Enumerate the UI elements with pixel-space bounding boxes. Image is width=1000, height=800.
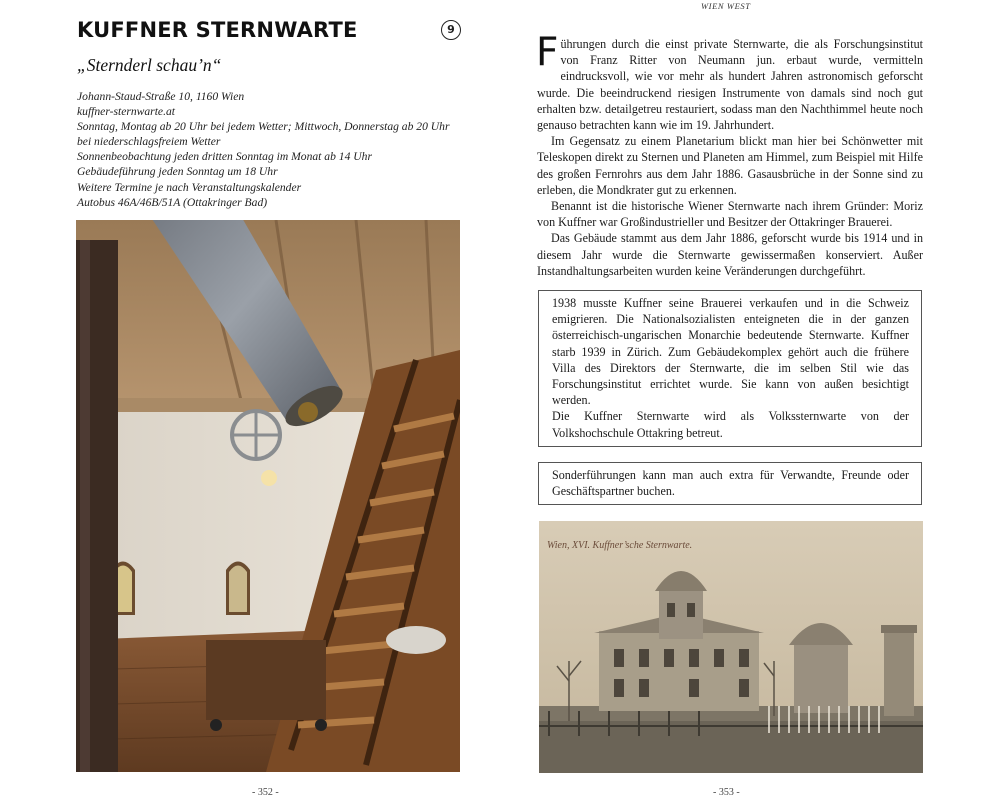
paragraph-4: Das Gebäude stammt aus dem Jahr 1886, geforscht wurde bis 1914 und in diesem Jahr wurde die Sternwarte gewissermaßen konserviert. Außer Instandhaltungsarbeiten wurden keine Veränderungen durchgeführt.: [537, 231, 923, 278]
page-number-right: - 353 -: [713, 787, 740, 798]
telescope-photo: [76, 220, 460, 772]
info-more-dates: Weitere Termine je nach Veranstaltungskalender: [77, 180, 302, 194]
paragraph-3: Benannt ist die historische Wiener Sternwarte nach ihrem Gründer: Moriz von Kuffner war Großindustrieller und Besitzer der Ottakringer Brauerei.: [537, 199, 923, 230]
paragraph-1: [536, 30, 923, 133]
info-website: kuffner-sternwarte.at: [77, 105, 175, 119]
info-block: [77, 89, 477, 210]
subtitle: „Sternderl schau’n“: [77, 55, 222, 75]
info-bus: Autobus 46A/46B/51A (Ottakringer Bad): [77, 195, 268, 209]
drop-cap: F: [536, 30, 559, 75]
main-body-text: [536, 30, 923, 279]
paragraph-2: Im Gegensatz zu einem Planetarium blickt man hier bei Schönwetter mit Teleskopen direkt zu Sternen und Planeten am Himmel, zum Beispiel mit Hilfe des großen Fernrohrs aus dem Jahr 1886. Gasausbrüche in der Sonne sind zu erleben, die Mondkrater gut zu erkennen.: [537, 134, 923, 197]
right-page: [500, 0, 1000, 800]
running-head: WIEN WEST: [701, 1, 751, 11]
info-address: Johann-Staud-Straße 10, 1160 Wien: [77, 90, 245, 103]
info-sun-observation: Sonnenbeobachtung jeden dritten Sonntag im Monat ab 14 Uhr: [77, 150, 372, 164]
page-number-left: - 352 -: [252, 787, 279, 798]
special-tours-box: [538, 462, 922, 505]
history-box-paragraph-2: Die Kuffner Sternwarte wird als Volkssternwarte von der Volkshochschule Ottakring betreut.: [552, 409, 909, 440]
page-title: KUFFNER STERNWARTE: [77, 18, 358, 42]
history-box-paragraph-1: 1938 musste Kuffner seine Brauerei verkaufen und in die Schweiz emigrieren. Die Nationalsozialisten enteigneten die in der ganzen österreichisch-ungarischen Monarchie bedeutende Sternwarte. Kuffner starb 1939 in Zürich. Zum Gebäudekomplex gehört auch die frühere Villa des Direktors der Sternwarte, die im selben Stil wie das Forschungsinstitut errichtet wurde. Sie kann von außen besichtigt werden.: [552, 296, 909, 408]
info-hours-line-2: bei niederschlagsfreiem Wetter: [77, 135, 221, 149]
postcard-illustration: [539, 521, 923, 773]
number-badge: 9: [441, 20, 461, 40]
info-building-tour: Gebäudeführung jeden Sonntag um 18 Uhr: [77, 165, 278, 179]
postcard-photo: [539, 521, 923, 773]
info-hours-line-1: Sonntag, Montag ab 20 Uhr bei jedem Wetter; Mittwoch, Donnerstag ab 20 Uhr: [77, 120, 450, 134]
postcard-caption: Wien, XVI. Kuffner’sche Sternwarte.: [547, 540, 693, 551]
paragraph-1-text: ührungen durch die einst private Sternwarte, die als Forschungsinstitut von Franz Ritter von Neumann jun. erbaut wurde, vermitteln eindrucksvoll, wie vor mehr als hundert Jahren astronomisch geforscht wurde. Die beeindruckend riesigen Instrumente von damals sind noch gut erhalten bzw. detailgetreu restauriert, sodass man den Nachthimmel heute noch genauso betrachten kann wie im 19. Jahrhundert.: [537, 37, 923, 133]
history-box: [538, 290, 922, 447]
telescope-photo-illustration: [76, 220, 460, 772]
special-tours-text: Sonderführungen kann man auch extra für Verwandte, Freunde oder Geschäftspartner buchen.: [552, 468, 909, 499]
